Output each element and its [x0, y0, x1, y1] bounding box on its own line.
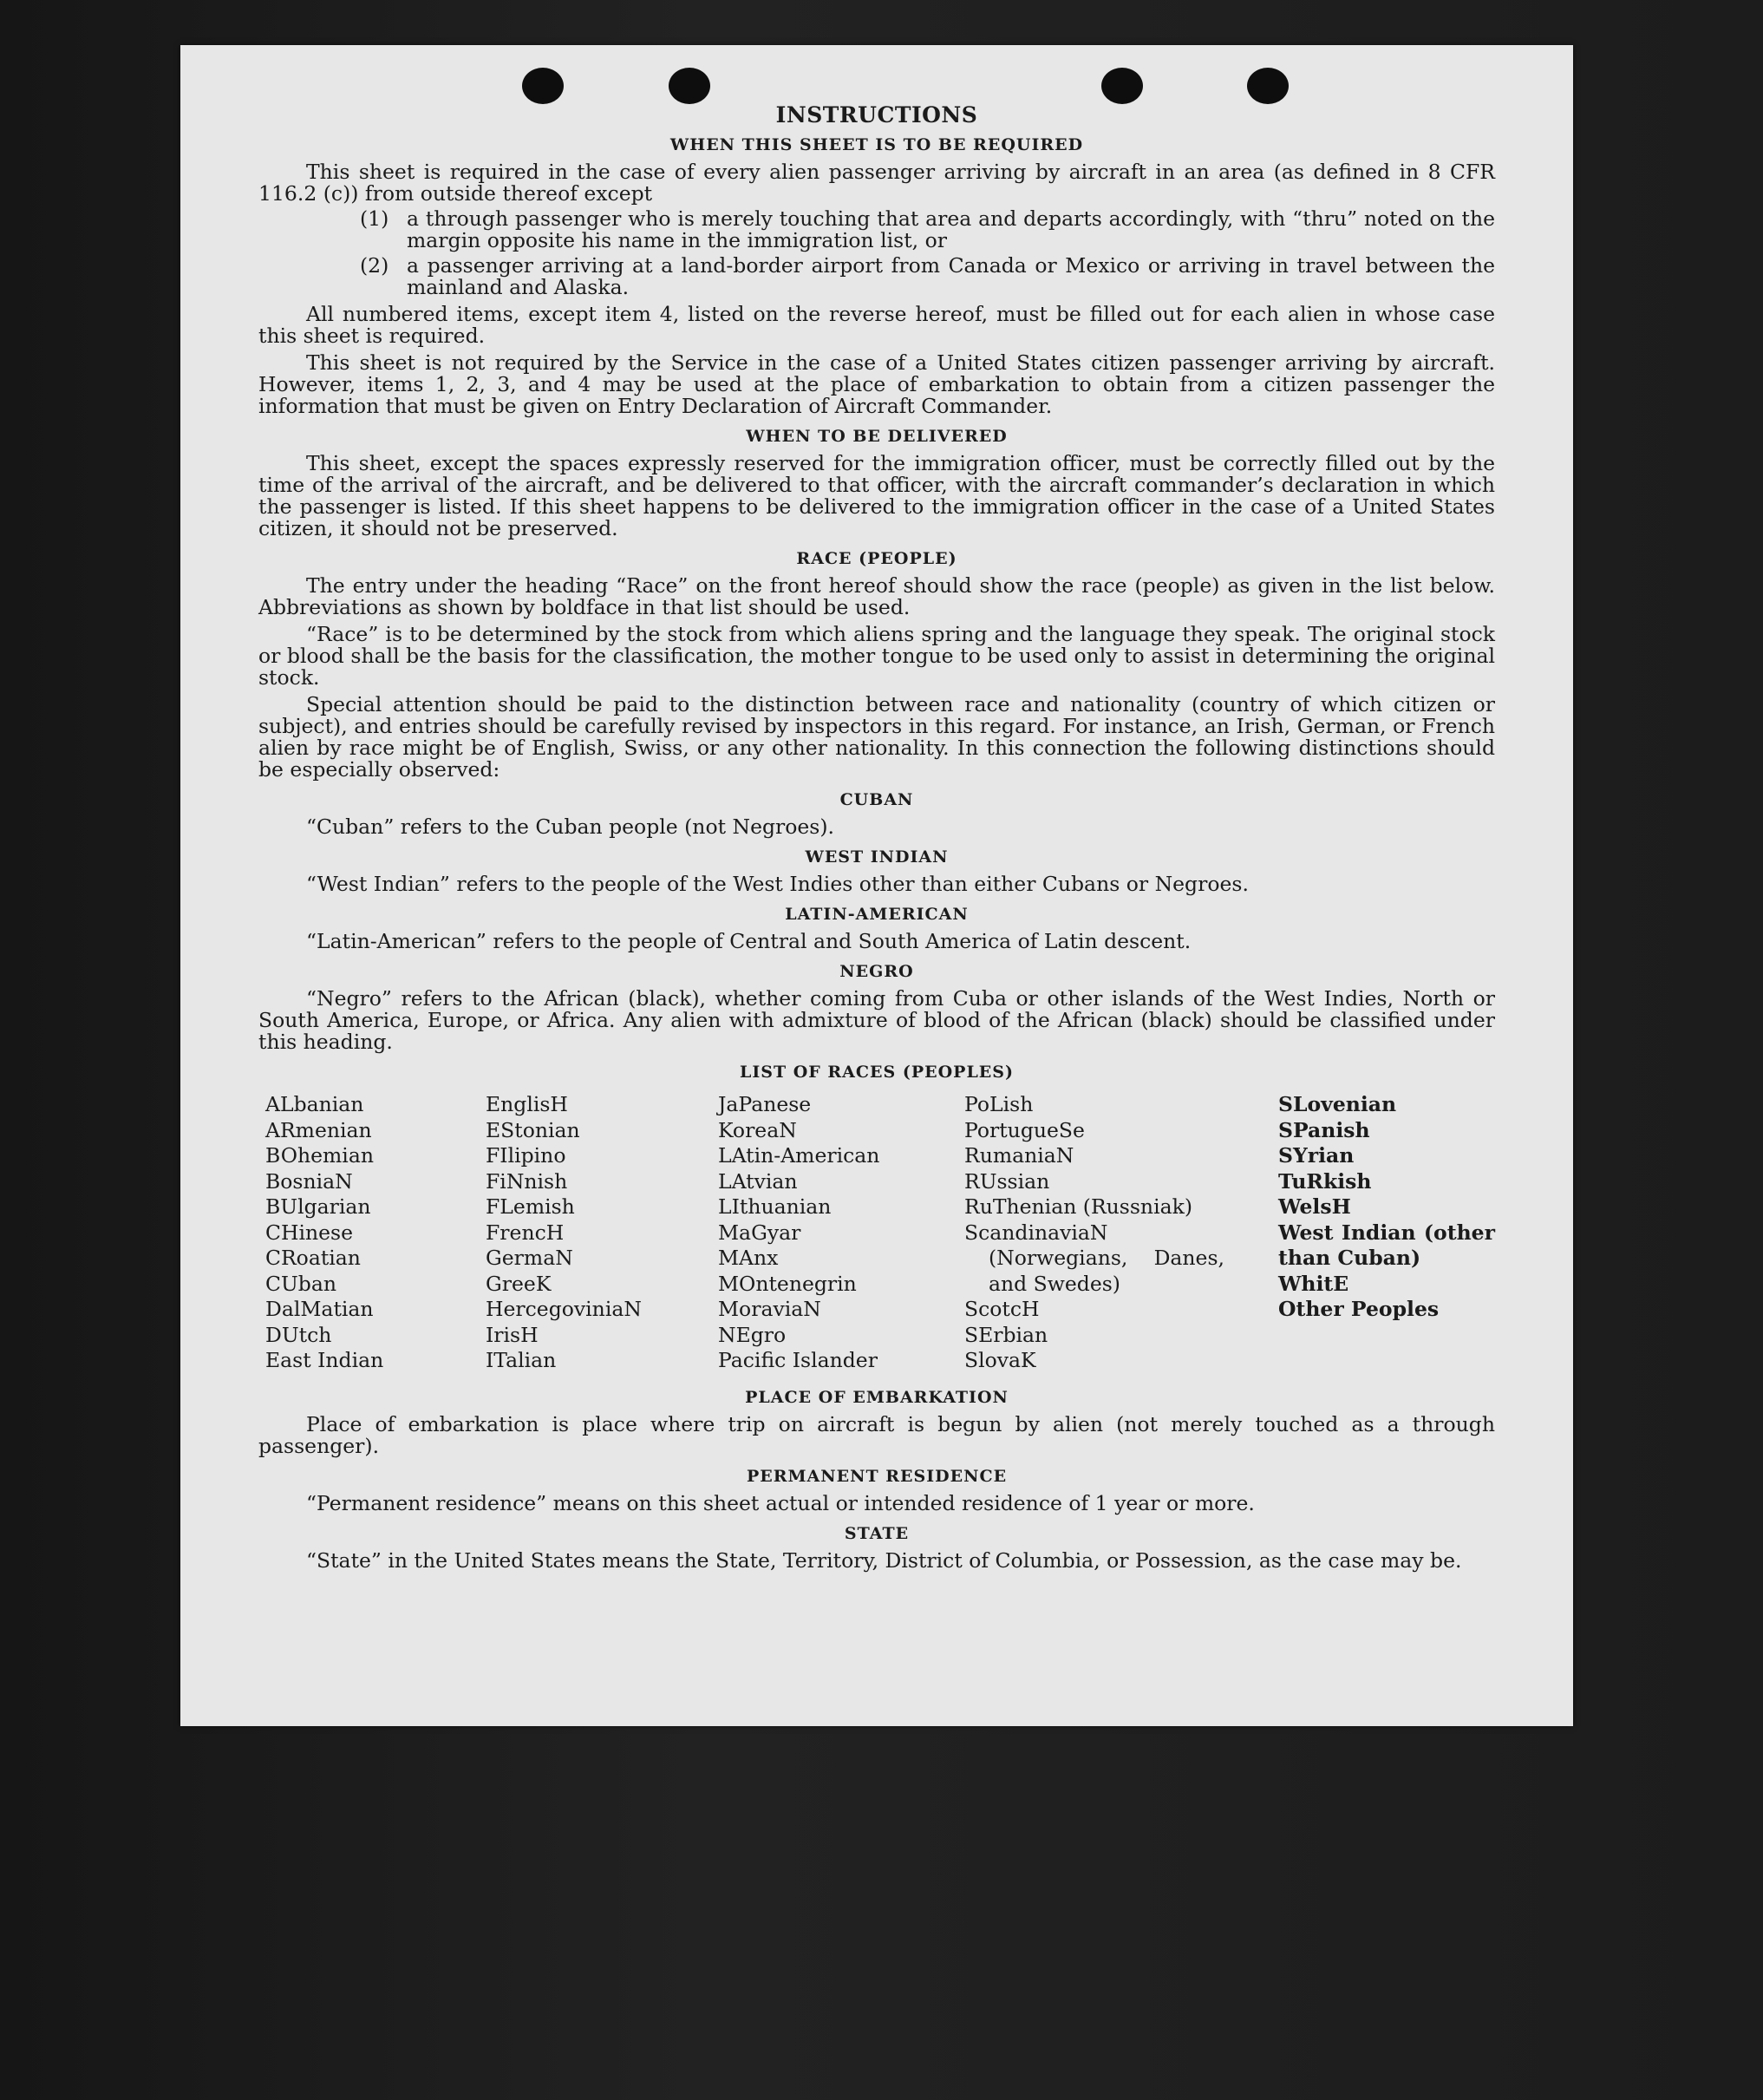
latin-american-definition: “Latin-American” refers to the people of Central and South America of Latin descent. [306, 929, 1192, 953]
race-entry: MOntenegrin [718, 1271, 857, 1296]
section-heading-embarkation: PLACE OF EMBARKATION [745, 1388, 1009, 1407]
race-entry: IrisH [486, 1322, 539, 1347]
race-entry: Pacific Islander [718, 1348, 878, 1372]
exception-item [360, 208, 1495, 252]
required-paragraph: This sheet is not required by the Service in the case of a United States citizen passenger arriving by aircraft. However, items 1, 2, 3, and 4 may be used at the place of embarkation to obtain from a citizen passenger the information that must be given on Entry Declaration of Aircraft Commander. [258, 350, 1495, 418]
race-entry: FiNnish [486, 1168, 568, 1194]
race-entry: FIlipino [486, 1143, 566, 1168]
race-entry: ITalian [486, 1348, 557, 1372]
race-entry: CUban [265, 1271, 336, 1296]
race-entry: SlovaK [964, 1348, 1036, 1372]
race-entry: RUssian [964, 1168, 1050, 1194]
races-column-4 [964, 1092, 1224, 1374]
west-indian-definition: “West Indian” refers to the people of the West Indies other than either Cubans or Negroes. [306, 872, 1249, 896]
state-definition: “State” in the United States means the State, Territory, District of Columbia, or Possession, as the case may be. [306, 1548, 1462, 1573]
race-entry: SYrian [1278, 1143, 1355, 1168]
race-entry: ScotcH [964, 1297, 1040, 1321]
section-heading-permanent-residence: PERMANENT RESIDENCE [746, 1467, 1008, 1486]
race-entry: WhitE [1278, 1271, 1349, 1296]
race-entry: East Indian [265, 1348, 384, 1372]
instruction-sheet [180, 45, 1573, 1726]
section-heading-west-indian: WEST INDIAN [805, 847, 949, 867]
race-entry: West Indian (other than Cuban) [1278, 1220, 1495, 1270]
races-column-5 [1278, 1092, 1495, 1323]
section-heading-required: WHEN THIS SHEET IS TO BE REQUIRED [669, 135, 1084, 154]
punch-hole [1101, 68, 1143, 104]
punch-hole [522, 68, 564, 104]
race-entry: CRoatian [265, 1246, 361, 1270]
cuban-definition: “Cuban” refers to the Cuban people (not Negroes). [306, 814, 835, 839]
section-heading-state: STATE [844, 1524, 910, 1543]
race-entry: CHinese [265, 1220, 353, 1245]
section-heading-delivered: WHEN TO BE DELIVERED [746, 427, 1008, 446]
race-paragraph: The entry under the heading “Race” on the front hereof should show the race (people) as given in the list below. Abbreviations as shown by boldface in that list should be used. [258, 573, 1495, 619]
delivered-paragraph: This sheet, except the spaces expressly reserved for the immigration officer, must be correctly filled out by the time of the arrival of the aircraft, and be delivered to that officer, with the aircraft commander’s declaration in which the passenger is listed. If this sheet happens to be delivered to the immigration officer in the case of a United States citizen, it should not be preserved. [258, 451, 1495, 540]
race-entry: JaPanese [718, 1092, 812, 1116]
race-entry: MoraviaN [718, 1297, 821, 1321]
exception-text: a through passenger who is merely touching that area and departs accordingly, with “thru” noted on the margin opposite his name in the immigration list, or [407, 206, 1495, 252]
race-entry: BUlgarian [265, 1194, 371, 1219]
race-entry: DalMatian [265, 1297, 374, 1321]
required-intro: This sheet is required in the case of every alien passenger arriving by aircraft in an area (as defined in 8 CFR 116.2 (c)) from outside thereof except [258, 160, 1495, 206]
races-column-1 [265, 1092, 473, 1374]
punch-hole [1247, 68, 1289, 104]
race-entry: KoreaN [718, 1117, 797, 1142]
race-entry: ScandinaviaN (Norwegians, Danes, and Swedes) [964, 1220, 1224, 1296]
section-heading-list-of-races: LIST OF RACES (PEOPLES) [740, 1063, 1014, 1082]
race-paragraph: Special attention should be paid to the distinction between race and nationality (country of which citizen or subject), and entries should be carefully revised by inspectors in this regard. For instance, an Irish, German, or French alien by race might be of English, Swiss, or any other nationality. In this connection the following distinctions should be especially observed: [258, 692, 1495, 782]
race-entry: Other Peoples [1278, 1297, 1440, 1321]
race-paragraph: “Race” is to be determined by the stock from which aliens spring and the language they speak. The original stock or blood shall be the basis for the classification, the mother tongue to be used only to assist in determining the original stock. [258, 622, 1495, 690]
page-title: INSTRUCTIONS [775, 102, 978, 128]
race-entry: RuThenian (Russniak) [964, 1194, 1192, 1219]
race-entry: LAtvian [718, 1168, 798, 1194]
residence-definition: “Permanent residence” means on this sheet actual or intended residence of 1 year or more. [306, 1491, 1255, 1515]
race-entry: LIthuanian [718, 1194, 832, 1219]
race-entry: PoLish [964, 1092, 1034, 1116]
race-entry: WelsH [1278, 1194, 1351, 1219]
race-entry: BosniaN [265, 1168, 353, 1194]
races-column-2 [486, 1092, 711, 1374]
race-entry: GreeK [486, 1271, 552, 1296]
required-paragraph: All numbered items, except item 4, listed on the reverse hereof, must be filled out for each alien in whose case this sheet is required. [258, 302, 1495, 348]
embarkation-definition: Place of embarkation is place where trip on aircraft is begun by alien (not merely touched as a through passenger). [258, 1412, 1495, 1458]
race-entry: FLemish [486, 1194, 575, 1219]
race-entry: SErbian [964, 1322, 1048, 1347]
race-entry: GermaN [486, 1246, 573, 1270]
exception-item [360, 255, 1495, 298]
race-entry: HercegoviniaN [486, 1297, 642, 1321]
races-list [258, 1092, 1495, 1378]
race-entry: MaGyar [718, 1220, 801, 1245]
section-heading-latin-american: LATIN-AMERICAN [785, 905, 969, 924]
race-entry: ARmenian [265, 1117, 372, 1142]
exception-number: (1) [360, 206, 389, 231]
race-entry: NEgro [718, 1322, 787, 1347]
race-entry: MAnx [718, 1246, 779, 1270]
race-entry: BOhemian [265, 1143, 374, 1168]
race-entry: EnglisH [486, 1092, 568, 1116]
race-entry: SPanish [1278, 1117, 1370, 1142]
sheet-content [258, 104, 1495, 1572]
section-heading-negro: NEGRO [839, 962, 914, 981]
race-entry: TuRkish [1278, 1168, 1372, 1194]
exception-text: a passenger arriving at a land-border airport from Canada or Mexico or arriving in travel between the mainland and Alaska. [407, 253, 1495, 299]
race-entry: LAtin-American [718, 1143, 880, 1168]
race-entry: EStonian [486, 1117, 580, 1142]
punch-hole [669, 68, 710, 104]
race-entry: ALbanian [265, 1092, 364, 1116]
race-entry: DUtch [265, 1322, 332, 1347]
exception-number: (2) [360, 253, 389, 278]
section-heading-cuban: CUBAN [839, 790, 914, 809]
race-entry: SLovenian [1278, 1092, 1397, 1116]
race-entry: PortugueSe [964, 1117, 1085, 1142]
race-entry: RumaniaN [964, 1143, 1074, 1168]
races-column-3 [718, 1092, 952, 1374]
section-heading-race: RACE (PEOPLE) [796, 549, 957, 568]
race-entry: FrencH [486, 1220, 565, 1245]
negro-definition: “Negro” refers to the African (black), whether coming from Cuba or other islands of the West Indies, North or South America, Europe, or Africa. Any alien with admixture of blood of the African (black) should be classified under this heading. [258, 986, 1495, 1054]
